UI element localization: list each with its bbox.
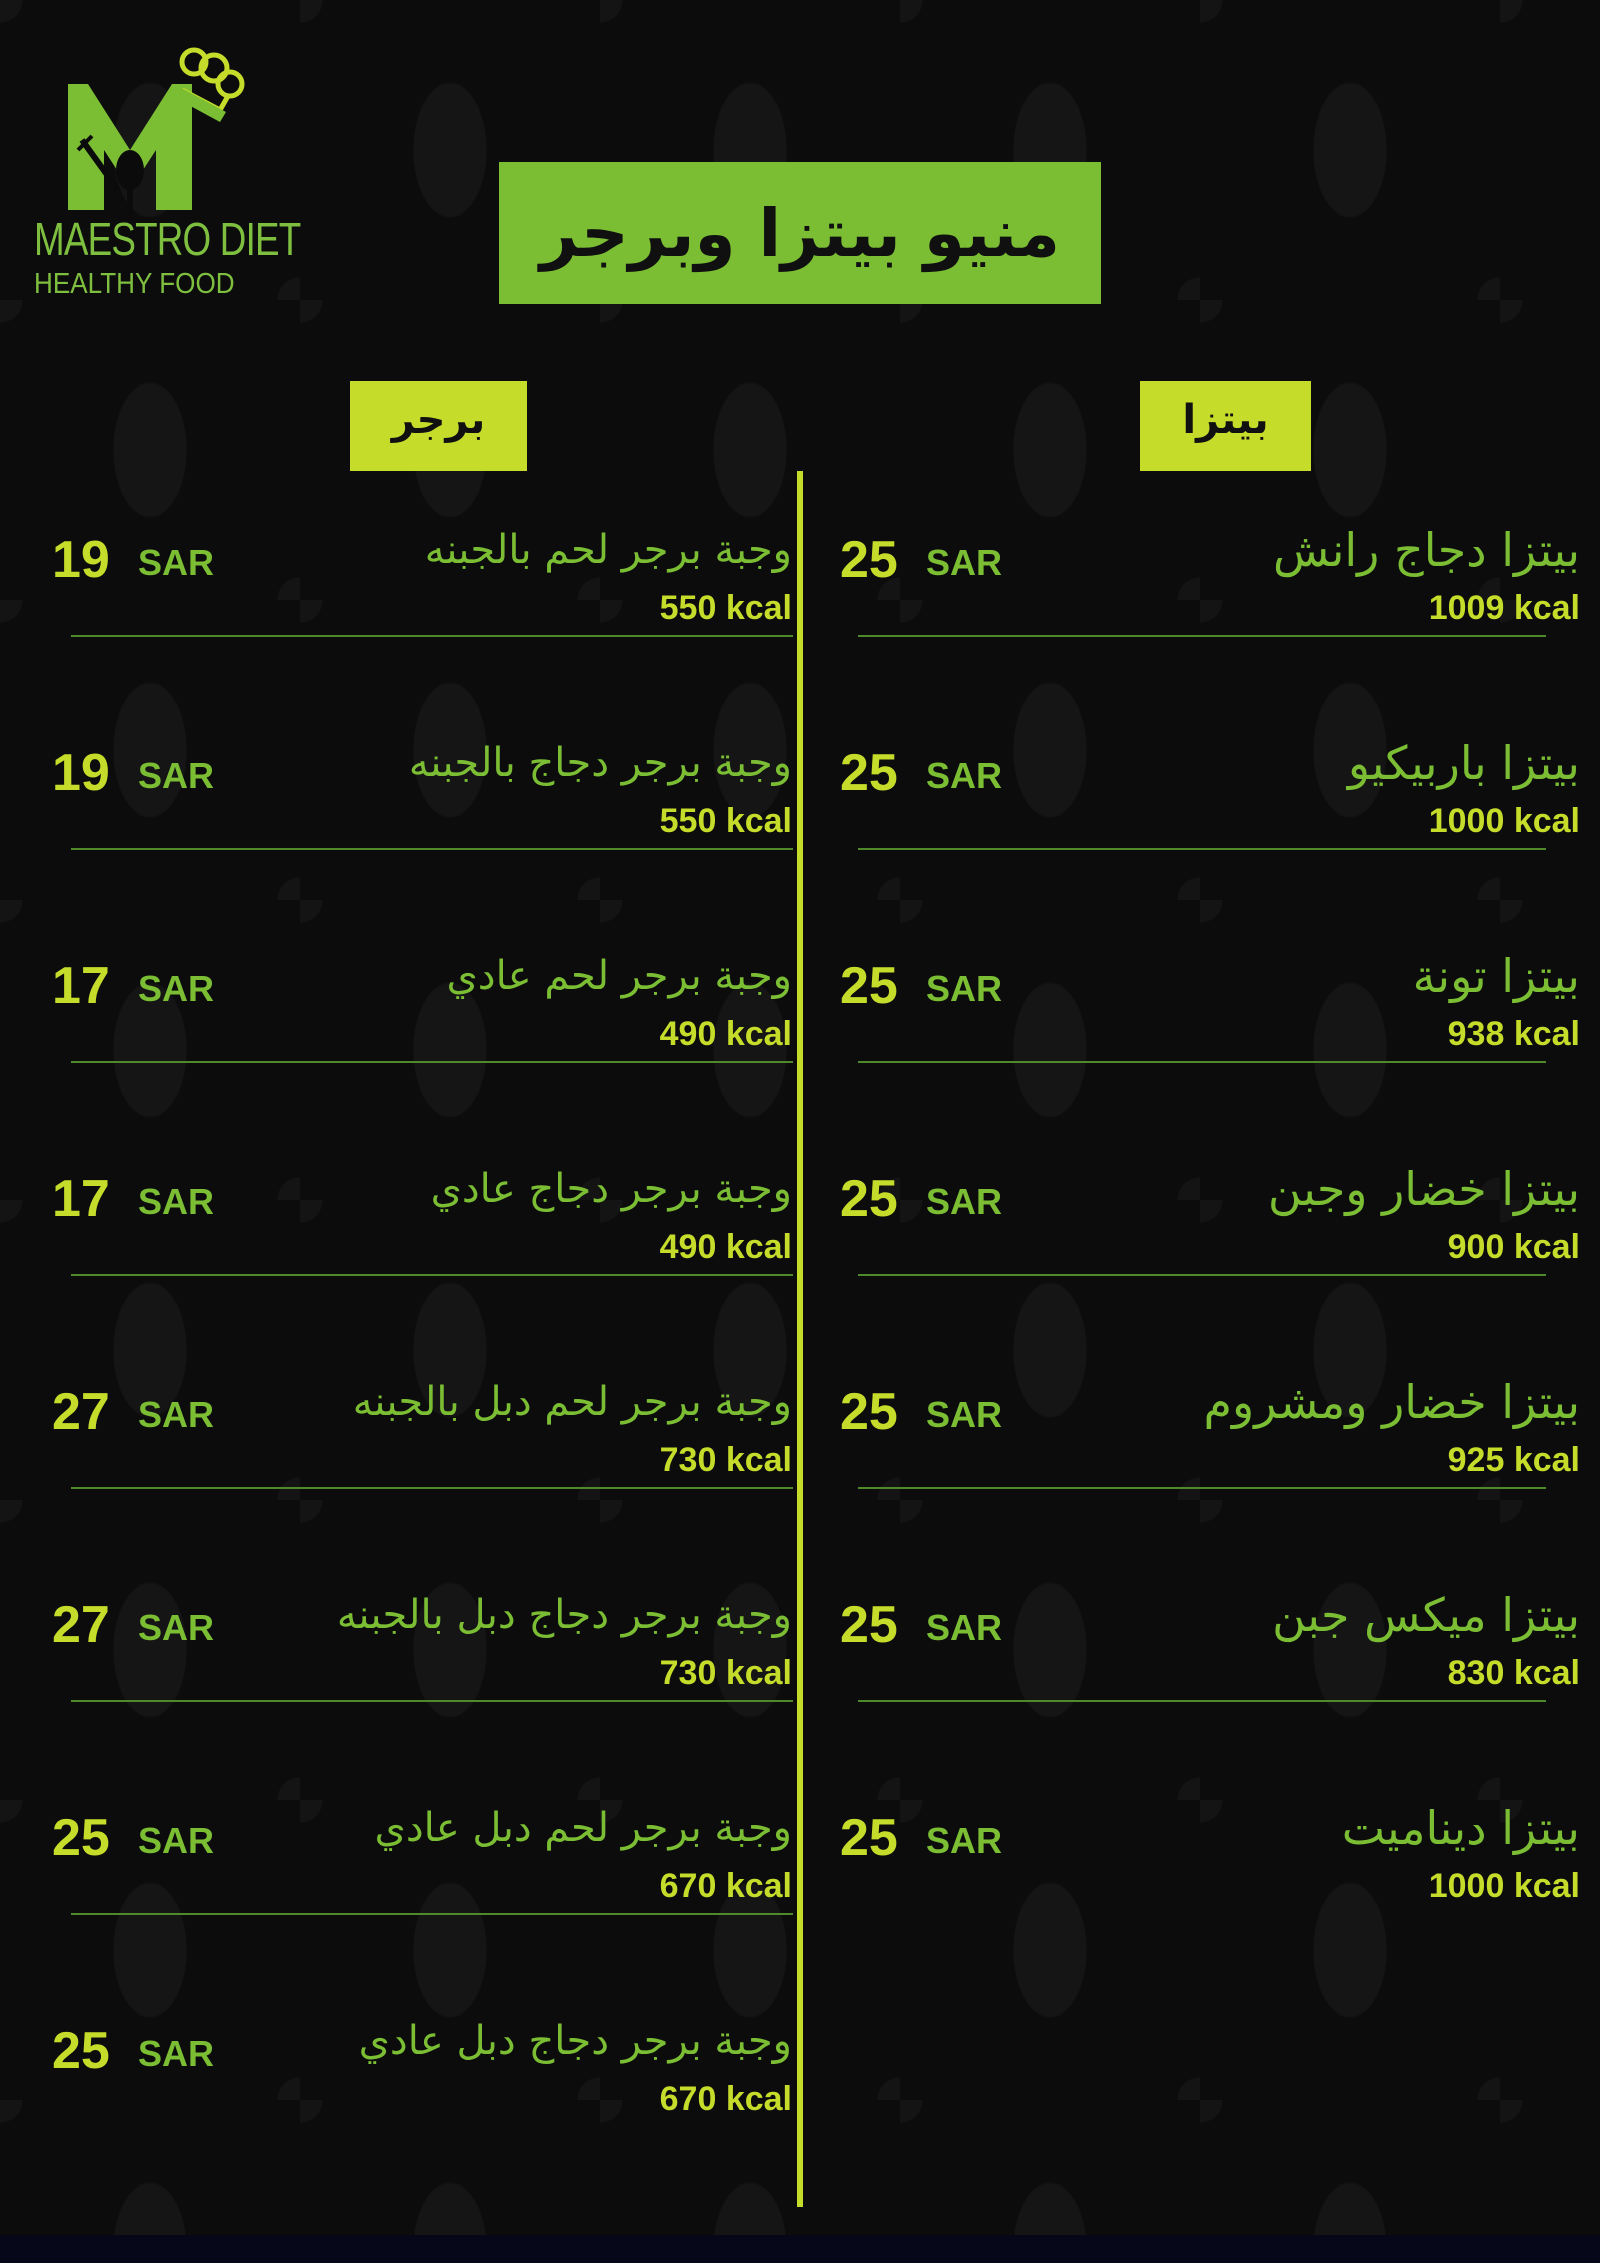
item-calories: 550 kcal bbox=[659, 802, 792, 840]
item-separator bbox=[858, 1700, 1546, 1702]
item-currency: SAR bbox=[926, 1181, 1003, 1222]
item-currency: SAR bbox=[926, 542, 1003, 583]
item-calories: 730 kcal bbox=[659, 1654, 792, 1692]
bottom-band bbox=[0, 2235, 1600, 2263]
item-calories: 1000 kcal bbox=[1428, 1867, 1580, 1905]
burger-menu-item bbox=[52, 1585, 792, 1735]
item-name: وجبة برجر دجاج عادي bbox=[430, 1166, 792, 1212]
burger-menu-item bbox=[52, 2011, 792, 2161]
menu-title-box bbox=[499, 162, 1101, 304]
item-separator bbox=[858, 848, 1546, 850]
item-separator bbox=[71, 1913, 793, 1915]
item-calories: 1009 kcal bbox=[1428, 589, 1580, 627]
category-pizza bbox=[1140, 381, 1311, 471]
item-calories: 925 kcal bbox=[1447, 1441, 1580, 1479]
item-calories: 900 kcal bbox=[1447, 1228, 1580, 1266]
pizza-menu-item bbox=[840, 946, 1580, 1096]
burger-menu-item bbox=[52, 946, 792, 1096]
item-price: 17 bbox=[52, 1170, 110, 1228]
item-name: بيتزا خضار وجبن bbox=[1267, 1162, 1580, 1216]
item-currency: SAR bbox=[138, 1394, 215, 1435]
item-name: بيتزا خضار ومشروم bbox=[1203, 1375, 1580, 1429]
item-separator bbox=[71, 1487, 793, 1489]
pizza-menu-item bbox=[840, 733, 1580, 883]
item-currency: SAR bbox=[926, 1820, 1003, 1861]
item-currency: SAR bbox=[138, 755, 215, 796]
item-name: بيتزا باربيكيو bbox=[1347, 736, 1580, 790]
item-price: 19 bbox=[52, 531, 110, 589]
item-price: 25 bbox=[840, 531, 898, 589]
burger-menu-item bbox=[52, 1372, 792, 1522]
menu-title: منيو بيتزا وبرجر bbox=[540, 194, 1060, 272]
column-divider bbox=[797, 471, 803, 2207]
item-name: وجبة برجر دجاج دبل بالجبنه bbox=[336, 1592, 792, 1638]
item-calories: 490 kcal bbox=[659, 1228, 792, 1266]
item-currency: SAR bbox=[138, 968, 215, 1009]
item-calories: 670 kcal bbox=[659, 1867, 792, 1905]
item-name: وجبة برجر لحم دبل عادي bbox=[374, 1805, 792, 1851]
item-separator bbox=[71, 1700, 793, 1702]
item-separator bbox=[71, 1061, 793, 1063]
item-price: 25 bbox=[840, 1809, 898, 1867]
item-name: وجبة برجر لحم بالجبنه bbox=[424, 527, 792, 573]
item-price: 25 bbox=[840, 1170, 898, 1228]
item-currency: SAR bbox=[138, 1820, 215, 1861]
item-price: 27 bbox=[52, 1383, 110, 1441]
item-currency: SAR bbox=[138, 1181, 215, 1222]
category-burger bbox=[350, 381, 527, 471]
item-price: 25 bbox=[840, 744, 898, 802]
item-currency: SAR bbox=[138, 1607, 215, 1648]
burger-menu-item bbox=[52, 1798, 792, 1948]
item-currency: SAR bbox=[138, 2033, 215, 2074]
item-currency: SAR bbox=[926, 1607, 1003, 1648]
item-currency: SAR bbox=[138, 542, 215, 583]
item-separator bbox=[71, 848, 793, 850]
item-separator bbox=[71, 1274, 793, 1276]
item-separator bbox=[858, 1487, 1546, 1489]
item-price: 17 bbox=[52, 957, 110, 1015]
item-price: 25 bbox=[52, 1809, 110, 1867]
item-name: بيتزا ميكس جبن bbox=[1272, 1588, 1580, 1642]
pizza-menu-item bbox=[840, 520, 1580, 670]
brand-name: MAESTRO DIET bbox=[34, 213, 301, 265]
category-pizza-label: بيتزا bbox=[1182, 397, 1269, 443]
pizza-menu-item bbox=[840, 1585, 1580, 1735]
item-name: وجبة برجر لحم دبل بالجبنه bbox=[352, 1379, 792, 1425]
item-name: وجبة برجر دجاج دبل عادي bbox=[358, 2018, 792, 2064]
pizza-menu-item bbox=[840, 1372, 1580, 1522]
item-calories: 490 kcal bbox=[659, 1015, 792, 1053]
item-name: بيتزا ديناميت bbox=[1341, 1801, 1580, 1855]
item-name: بيتزا دجاج رانش bbox=[1272, 523, 1580, 577]
item-separator bbox=[858, 635, 1546, 637]
item-price: 25 bbox=[840, 1596, 898, 1654]
item-name: وجبة برجر لحم عادي bbox=[446, 953, 792, 999]
item-calories: 1000 kcal bbox=[1428, 802, 1580, 840]
item-calories: 550 kcal bbox=[659, 589, 792, 627]
item-currency: SAR bbox=[926, 968, 1003, 1009]
item-price: 25 bbox=[52, 2022, 110, 2080]
item-calories: 938 kcal bbox=[1447, 1015, 1580, 1053]
item-currency: SAR bbox=[926, 1394, 1003, 1435]
item-name: وجبة برجر دجاج بالجبنه bbox=[408, 740, 792, 786]
brand-tagline: HEALTHY FOOD bbox=[34, 268, 235, 300]
burger-menu-item bbox=[52, 520, 792, 670]
item-price: 25 bbox=[840, 957, 898, 1015]
item-name: بيتزا تونة bbox=[1412, 949, 1580, 1003]
burger-menu-item bbox=[52, 733, 792, 883]
item-calories: 830 kcal bbox=[1447, 1654, 1580, 1692]
item-price: 25 bbox=[840, 1383, 898, 1441]
item-currency: SAR bbox=[926, 755, 1003, 796]
item-calories: 670 kcal bbox=[659, 2080, 792, 2118]
item-separator bbox=[858, 1274, 1546, 1276]
pizza-menu-item bbox=[840, 1798, 1580, 1948]
item-separator bbox=[858, 1061, 1546, 1063]
pizza-menu-item bbox=[840, 1159, 1580, 1309]
item-price: 27 bbox=[52, 1596, 110, 1654]
item-calories: 730 kcal bbox=[659, 1441, 792, 1479]
item-price: 19 bbox=[52, 744, 110, 802]
item-separator bbox=[71, 635, 793, 637]
burger-menu-item bbox=[52, 1159, 792, 1309]
category-burger-label: برجر bbox=[391, 397, 486, 443]
